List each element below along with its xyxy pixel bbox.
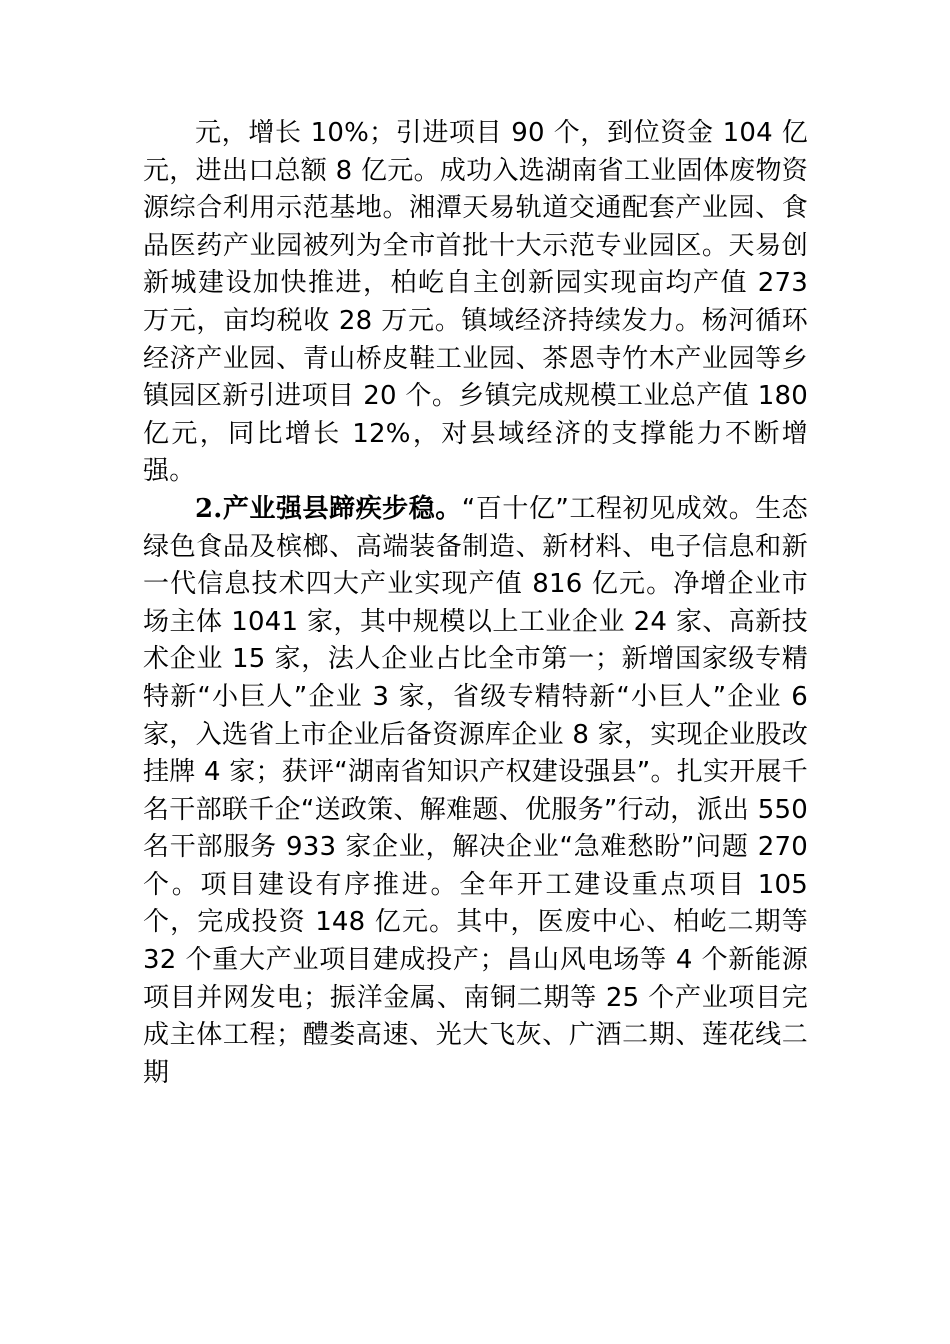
document-body [143, 115, 808, 1092]
paragraph-1 [143, 115, 808, 491]
paragraph-2-heading: 2.产业强县蹄疾步稳。 [195, 493, 462, 524]
paragraph-1-text: 元，增长 10%；引进项目 90 个，到位资金 104 亿元，进出口总额 8 亿元。成功入选湖南省工业固体废物资源综合利用示范基地。湘潭天易轨道交通配套产业园、食品医药产业园被列为全市首批十大示范专业园区。天易创新城建设加快推进，柏屹自主创新园实现亩均产值 273 万元，亩均税收 28 万元。镇域经济持续发力。杨河循环经济产业园、青山桥皮鞋工业园、茶恩寺竹木产业园等乡镇园区新引进项目 20 个。乡镇完成规模工业总产值 180 亿元，同比增长 12%，对县域经济的支撑能力不断增强。 [143, 118, 808, 487]
paragraph-2-text: “百十亿”工程初见成效。生态绿色食品及槟榔、高端装备制造、新材料、电子信息和新一代信息技术四大产业实现产值 816 亿元。净增企业市场主体 1041 家，其中规模以上工业企业 24 家、高新技术企业 15 家，法人企业占比全市第一；新增国家级专精特新“小巨人”企业 3 家，省级专精特新“小巨人”企业 6 家，入选省上市企业后备资源库企业 8 家，实现企业股改挂牌 4 家；获评“湖南省知识产权建设强县”。扎实开展千名干部联千企“送政策、解难题、优服务”行动，派出 550 名干部服务 933 家企业，解决企业“急难愁盼”问题 270 个。项目建设有序推进。全年开工建设重点项目 105 个，完成投资 148 亿元。其中，医废中心、柏屹二期等 32 个重大产业项目建成投产；昌山风电场等 4 个新能源项目并网发电；振洋金属、南铜二期等 25 个产业项目完成主体工程；醴娄高速、光大飞灰、广酒二期、莲花线二期 [143, 493, 808, 1088]
paragraph-2 [143, 491, 808, 1093]
